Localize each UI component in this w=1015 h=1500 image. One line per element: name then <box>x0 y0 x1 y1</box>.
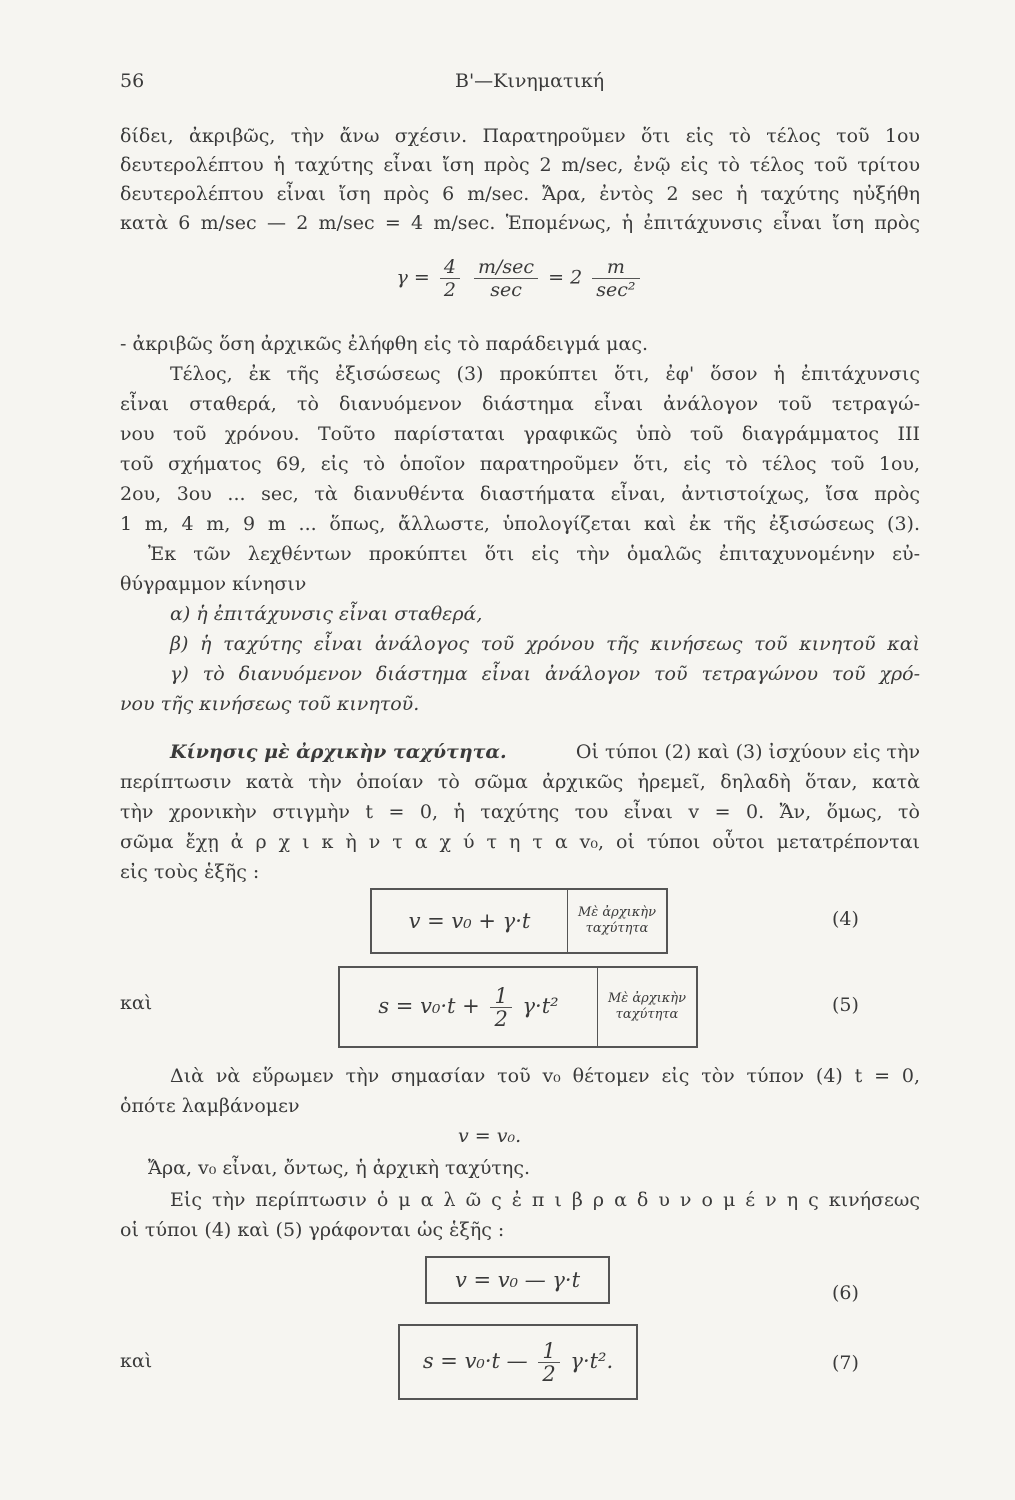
denominator: 2 <box>443 279 456 301</box>
eq-lhs: γ = <box>396 266 430 289</box>
formula-part: γ·t². <box>570 1348 614 1373</box>
kai-label: καὶ <box>120 1350 153 1372</box>
numerator: m/sec <box>474 256 538 279</box>
text-line: τοῦ σχήματος 69, εἰς τὸ ὁποῖον παρατηροῦμεν ὅτι, εἰς τὸ τέλος τοῦ 1ου, <box>120 453 920 475</box>
text-line: κατὰ 6 m/sec — 2 m/sec = 4 m/sec. Ἑπομένως, ἡ ἐπιτάχυνσις εἶναι ἴση πρὸς <box>120 212 920 234</box>
fraction <box>538 1340 559 1385</box>
equation-number: (7) <box>832 1352 859 1374</box>
text-line: εἰς τοὺς ἑξῆς : <box>120 861 260 883</box>
text-line: 2ου, 3ου ... sec, τὰ διανυθέντα διαστήματα εἶναι, ἀντιστοίχως, ἴσα πρὸς <box>120 483 920 505</box>
text-line: θύγραμμον κίνησιν <box>120 573 307 595</box>
note-line: ταχύτητα <box>615 1007 679 1022</box>
text-line: ὁπότε λαμβάνομεν <box>120 1095 300 1117</box>
formula-part: s = v₀·t + <box>378 993 480 1018</box>
equation-box-7 <box>398 1324 638 1400</box>
list-item: γ) τὸ διανυόμενον διάστημα εἶναι ἀνάλογον τοῦ τετραγώνου τοῦ χρό- <box>170 663 920 685</box>
text-line: δίδει, ἀκριβῶς, τὴν ἄνω σχέσιν. Παρατηροῦμεν ὅτι εἰς τὸ τέλος τοῦ 1ου <box>120 125 920 147</box>
equation-number: (6) <box>832 1282 859 1304</box>
fraction <box>592 256 639 301</box>
fraction <box>440 256 460 301</box>
note-line: Μὲ ἀρχικὴν <box>577 905 656 920</box>
formula-part: γ·t² <box>522 993 559 1018</box>
denominator: sec <box>490 279 522 301</box>
text-line: Τέλος, ἐκ τῆς ἐξισώσεως (3) προκύπτει ὅτι, ἐφ' ὅσον ἡ ἐπιτάχυνσις <box>170 363 920 385</box>
denominator: 2 <box>542 1361 556 1386</box>
equation-number: (4) <box>832 908 859 930</box>
formula: v = v₀ — γ·t <box>454 1268 581 1292</box>
formula <box>340 985 597 1030</box>
denominator: sec² <box>596 279 636 301</box>
text-line: οἱ τύποι (4) καὶ (5) γράφονται ὡς ἑξῆς : <box>120 1219 505 1241</box>
text-line: εἶναι σταθερά, τὸ διανυόμενον διάστημα εἶναι ἀνάλογον τοῦ τετραγώ- <box>120 393 920 415</box>
equation-box-4 <box>370 888 668 954</box>
text-line: 1 m, 4 m, 9 m ... ὅπως, ἄλλωστε, ὑπολογίζεται καὶ ἐκ τῆς ἐξισώσεως (3). <box>120 513 920 535</box>
box-note <box>597 968 696 1046</box>
text-line: Εἰς τὴν περίπτωσιν ὁ μ α λ ῶ ς ἐ π ι β ρ α δ υ ν ο μ έ ν η ς κινήσεως <box>170 1189 920 1211</box>
equation-number: (5) <box>832 994 859 1016</box>
running-title: Β'—Κινηματική <box>455 70 605 92</box>
formula-part: s = v₀·t — <box>422 1348 528 1373</box>
numerator: 1 <box>490 985 511 1008</box>
list-item: β) ἡ ταχύτης εἶναι ἀνάλογος τοῦ χρόνου τῆς κινήσεως τοῦ κινητοῦ καὶ <box>170 633 920 655</box>
formula: v = v₀ + γ·t <box>408 909 531 933</box>
text-line: Ἐκ τῶν λεχθέντων προκύπτει ὅτι εἰς τὴν ὁμαλῶς ἐπιταχυνομένην εὐ- <box>148 543 920 565</box>
text-line: περίπτωσιν κατὰ τὴν ὁποίαν τὸ σῶμα ἀρχικῶς ἠρεμεῖ, δηλαδὴ ὅταν, κατὰ <box>120 771 920 793</box>
section-first-line <box>170 738 920 766</box>
equation-box-5 <box>338 966 698 1048</box>
denominator: 2 <box>494 1006 508 1031</box>
fraction <box>474 256 538 301</box>
numerator: 1 <box>538 1340 559 1363</box>
note-line: ταχύτητα <box>585 921 649 936</box>
text-line: Διὰ νὰ εὕρωμεν τὴν σημασίαν τοῦ v₀ θέτομεν εἰς τὸν τύπον (4) t = 0, <box>170 1065 920 1087</box>
equation-v0: v = v₀. <box>458 1125 522 1147</box>
box-note <box>567 890 666 952</box>
list-item: α) ἡ ἐπιτάχυνσις εἶναι σταθερά, <box>170 603 483 625</box>
formula <box>400 1340 636 1385</box>
equation-gamma <box>120 256 920 301</box>
numerator: 4 <box>440 256 460 279</box>
numerator: m <box>592 256 639 279</box>
kai-label: καὶ <box>120 992 153 1014</box>
section-heading: Κίνησις μὲ ἀρχικὴν ταχύτητα. <box>170 741 507 763</box>
section-text: Οἱ τύποι (2) καὶ (3) ἰσχύουν εἰς τὴν <box>575 741 920 763</box>
page-number: 56 <box>120 70 145 92</box>
text-line: τὴν χρονικὴν στιγμὴν t = 0, ἡ ταχύτης του εἶναι v = 0. Ἄν, ὅμως, τὸ <box>120 801 920 823</box>
text-line: σῶμα ἔχῃ ἀ ρ χ ι κ ὴ ν τ α χ ύ τ η τ α v₀, οἱ τύποι οὗτοι μετατρέπονται <box>120 831 920 853</box>
text-line: δευτερολέπτου εἶναι ἴση πρὸς 6 m/sec. Ἄρα, ἐντὸς 2 sec ἡ ταχύτης ηὐξήθη <box>120 183 920 205</box>
fraction <box>490 985 511 1030</box>
list-item: νου τῆς κινήσεως τοῦ κινητοῦ. <box>120 693 420 715</box>
text-line: - ἀκριβῶς ὅση ἀρχικῶς ἐλήφθη εἰς τὸ παράδειγμά μας. <box>120 333 649 355</box>
text-line: δευτερολέπτου ἡ ταχύτης εἶναι ἴση πρὸς 2 m/sec, ἐνῷ εἰς τὸ τέλος τοῦ τρίτου <box>120 154 920 176</box>
note-line: Μὲ ἀρχικὴν <box>607 991 686 1006</box>
text-line: νου τοῦ χρόνου. Τοῦτο παρίσταται γραφικῶς ὑπὸ τοῦ διαγράμματος III <box>120 423 920 445</box>
eq-mid: = 2 <box>548 266 583 289</box>
equation-box-6 <box>425 1256 610 1304</box>
text-line: Ἄρα, v₀ εἶναι, ὄντως, ἡ ἀρχικὴ ταχύτης. <box>148 1157 530 1179</box>
